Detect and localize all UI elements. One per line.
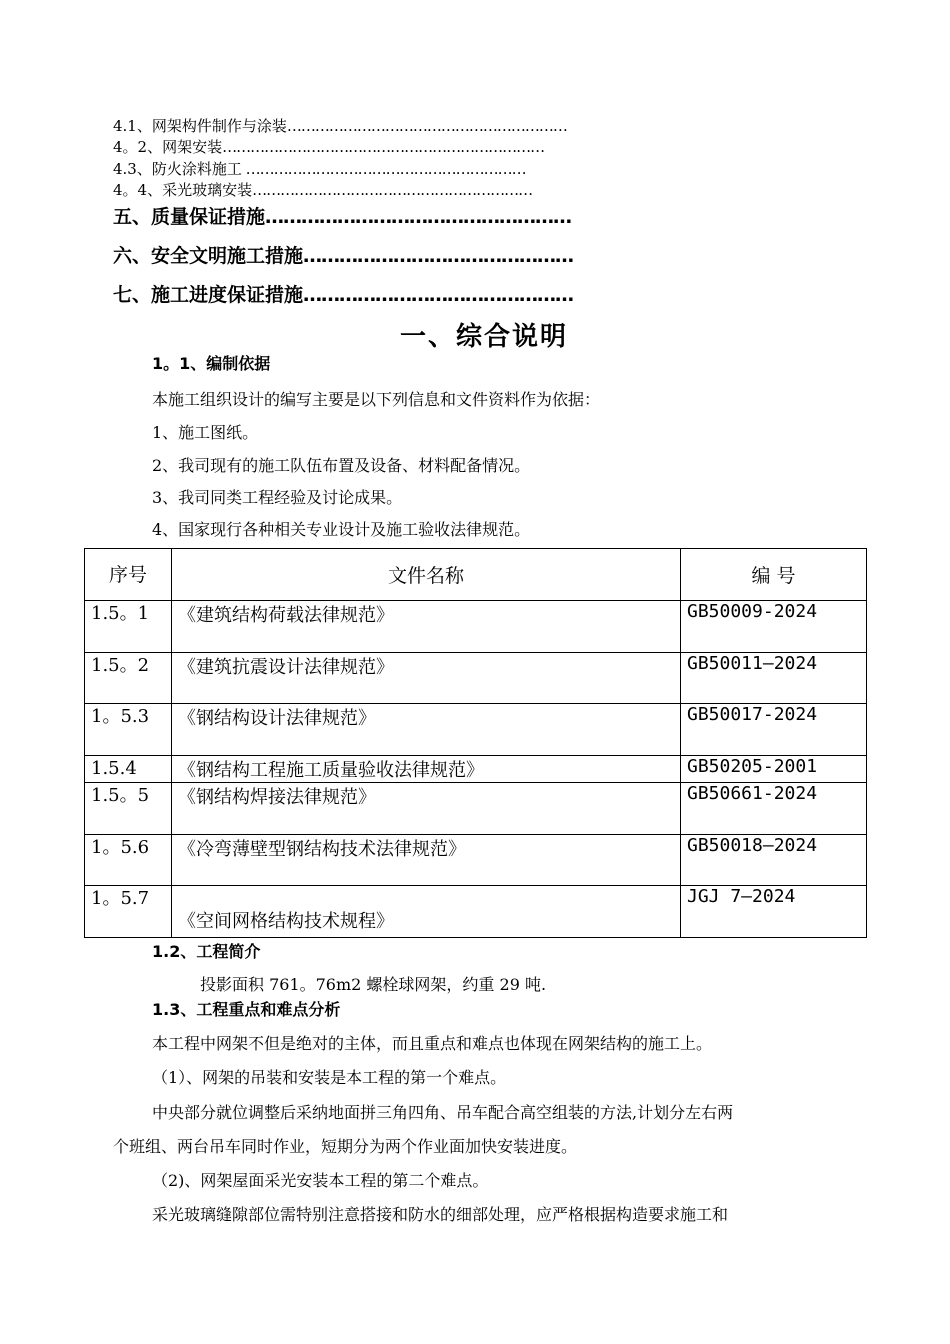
row-name: 《建筑结构荷载法律规范》 [172, 601, 681, 653]
section-title: 一、综合说明 [400, 322, 569, 352]
header-code: 编 号 [681, 549, 867, 601]
toc-dots: …………………………………………………… [252, 181, 533, 199]
analysis-paragraph-5: 采光玻璃缝隙部位需特别注意搭接和防水的细部处理，应严格根据构造要求施工和 [152, 1205, 729, 1224]
row-code: JGJ 7—2024 [681, 886, 867, 938]
row-name: 《钢结构设计法律规范》 [172, 704, 681, 756]
row-code: GB50205-2001 [681, 756, 867, 783]
heading-1-2: 1.2、工程简介 [152, 942, 261, 961]
analysis-paragraph-3-line-1: 中央部分就位调整后采纳地面拼三角四角、吊车配合高空组装的方法,计划分左右两 [152, 1103, 734, 1122]
toc-dots: …………………………………………………… [286, 117, 567, 135]
row-num: 1。5.3 [85, 704, 172, 756]
table-row [85, 704, 867, 756]
table-row [85, 835, 867, 886]
reference-table [84, 548, 867, 938]
table-row [85, 601, 867, 653]
table-row [85, 886, 867, 938]
row-code: GB50018—2024 [681, 835, 867, 886]
table-row [85, 756, 867, 783]
toc-dots: …………………………………………………………… [222, 138, 545, 156]
row-name: 《钢结构工程施工质量验收法律规范》 [172, 756, 681, 783]
toc-dots: …………………………………………… [265, 206, 572, 228]
header-name: 文件名称 [172, 549, 681, 601]
row-code: GB50009-2024 [681, 601, 867, 653]
toc-item-6 [113, 241, 573, 268]
project-summary: 投影面积 761。76m2 螺栓球网架，约重 29 吨. [200, 975, 547, 994]
basis-item-1: 1、施工图纸。 [152, 423, 259, 442]
toc-label: 六、安全文明施工措施 [113, 245, 304, 267]
row-code: GB50017-2024 [681, 704, 867, 756]
toc-label: 4.3、防火涂料施工 [113, 160, 242, 178]
toc-item-4-4 [113, 181, 532, 199]
analysis-paragraph-1: 本工程中网架不但是绝对的主体，而且重点和难点也体现在网架结构的施工上。 [152, 1034, 713, 1053]
basis-item-2: 2、我司现有的施工队伍布置及设备、材料配备情况。 [152, 456, 531, 475]
row-name: 《钢结构焊接法律规范》 [172, 783, 681, 835]
toc-label: 七、施工进度保证措施 [113, 284, 304, 306]
intro-paragraph: 本施工组织设计的编写主要是以下列信息和文件资料作为依据： [152, 390, 601, 409]
row-num: 1.5.4 [85, 756, 172, 783]
table-row [85, 783, 867, 835]
toc-label: 4。4、采光玻璃安装 [113, 181, 253, 199]
row-num: 1.5。2 [85, 653, 172, 704]
row-num: 1。5.6 [85, 835, 172, 886]
row-code: GB50011—2024 [681, 653, 867, 704]
row-code: GB50661-2024 [681, 783, 867, 835]
toc-label: 4。2、网架安装 [113, 138, 223, 156]
row-name: 《建筑抗震设计法律规范》 [172, 653, 681, 704]
table-header-row [85, 549, 867, 601]
toc-item-4-3 [113, 160, 526, 178]
row-name: 《空间网格结构技术规程》 [172, 886, 681, 938]
toc-dots: …………………………………………………… [241, 160, 526, 178]
heading-1-3: 1.3、工程重点和难点分析 [152, 1000, 341, 1019]
analysis-paragraph-4: （2)、网架屋面采光安装本工程的第二个难点。 [152, 1171, 489, 1190]
toc-label: 五、质量保证措施 [113, 206, 266, 228]
toc-dots: ……………………………………… [303, 284, 574, 306]
toc-item-7 [113, 280, 573, 307]
toc-dots: ……………………………………… [303, 245, 574, 267]
basis-item-3: 3、我司同类工程经验及讨论成果。 [152, 488, 403, 507]
toc-label: 4.1、网架构件制作与涂装 [113, 117, 287, 135]
row-num: 1.5。1 [85, 601, 172, 653]
table-row [85, 653, 867, 704]
row-name: 《冷弯薄壁型钢结构技术法律规范》 [172, 835, 681, 886]
toc-item-4-1 [113, 117, 567, 135]
basis-item-4: 4、国家现行各种相关专业设计及施工验收法律规范。 [152, 520, 531, 539]
analysis-paragraph-3-line-2: 个班组、两台吊车同时作业，短期分为两个作业面加快安装进度。 [113, 1137, 578, 1156]
toc-item-5 [113, 202, 571, 229]
toc-item-4-2 [113, 138, 544, 156]
analysis-paragraph-2: （1）、网架的吊装和安装是本工程的第一个难点。 [152, 1068, 507, 1087]
heading-1-1: 1。1、编制依据 [152, 354, 271, 373]
row-num: 1.5。5 [85, 783, 172, 835]
row-num: 1。5.7 [85, 886, 172, 938]
header-num: 序号 [85, 549, 172, 601]
